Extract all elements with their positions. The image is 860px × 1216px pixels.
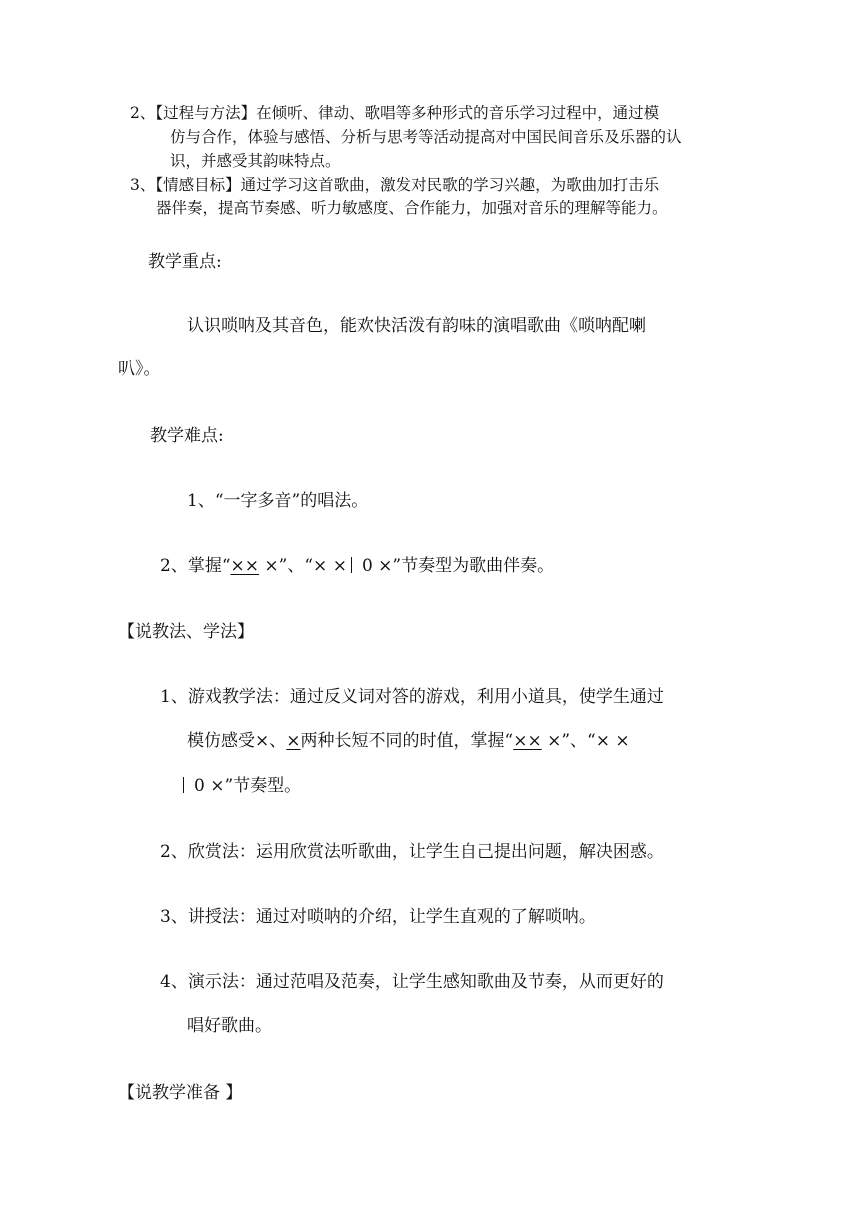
objective-2-line3: 识，并感受其韵味特点。 [170,152,341,170]
rhythm-pattern: ×”、“× × [541,731,630,751]
difficulty-item-2 [160,556,554,576]
objective-3-number: 3、 [130,176,156,194]
objective-2-line2: 仿与合作，体验与感悟、分析与思考等活动提高对中国民间音乐及乐器的认 [170,128,682,146]
difficulty-item-1: 1、“一字多音”的唱法。 [187,491,369,511]
rhythm-underlined: × [286,731,301,751]
method-4-line2: 唱好歌曲。 [187,1016,272,1036]
rhythm-pattern: ×”、“× × [259,556,347,576]
difficulties-heading: 教学难点: [150,426,224,446]
objective-3-text: 【情感目标】通过学习这首歌曲，激发对民歌的学习兴趣，为歌曲加打击乐 [155,176,660,194]
bar-line [351,557,352,573]
bar-line [183,777,184,793]
objective-3-line2: 器伴奏，提高节奏感、听力敏感度、合作能力，加强对音乐的理解等能力。 [156,199,668,217]
method-1-line3 [183,776,301,796]
key-points-line1: 认识唢呐及其音色，能欢快活泼有韵味的演唱歌曲《唢呐配喇 [187,316,646,336]
method-1-text-b: 两种长短不同的时值，掌握“ [300,731,514,751]
method-4-line1: 4、演示法：通过范唱及范奏，让学生感知歌曲及节奏，从而更好的 [160,972,664,992]
method-1-line2 [187,731,630,751]
difficulty-2-prefix: 2、掌握“ [160,556,231,576]
rhythm-pattern-2: 0 ×”节奏型为歌曲伴奏。 [361,556,555,576]
objective-2-line1 [130,104,659,123]
key-points-line2: 叭》。 [118,359,161,379]
key-points-heading: 教学重点: [148,252,222,272]
method-1-text-a: 模仿感受×、 [187,731,287,751]
method-3: 3、讲授法：通过对唢呐的介绍，让学生直观的了解唢呐。 [160,907,596,927]
method-2: 2、欣赏法：运用欣赏法听歌曲，让学生自己提出问题，解决困惑。 [160,842,664,862]
method-1-line1: 1、游戏教学法：通过反义词对答的游戏，利用小道具，使学生通过 [160,687,664,707]
preparation-heading: 【说教学准备 】 [118,1083,243,1103]
objective-2-number: 2、 [130,104,156,122]
rhythm-underlined: ×× [230,556,260,576]
objective-3-line1 [130,176,659,195]
rhythm-pattern-2: 0 ×”节奏型。 [194,776,302,796]
methods-heading: 【说教法、学法】 [118,622,254,642]
objective-2-text: 【过程与方法】在倾听、律动、歌唱等多种形式的音乐学习过程中，通过模 [155,104,660,122]
rhythm-underlined: ×× [513,731,542,751]
